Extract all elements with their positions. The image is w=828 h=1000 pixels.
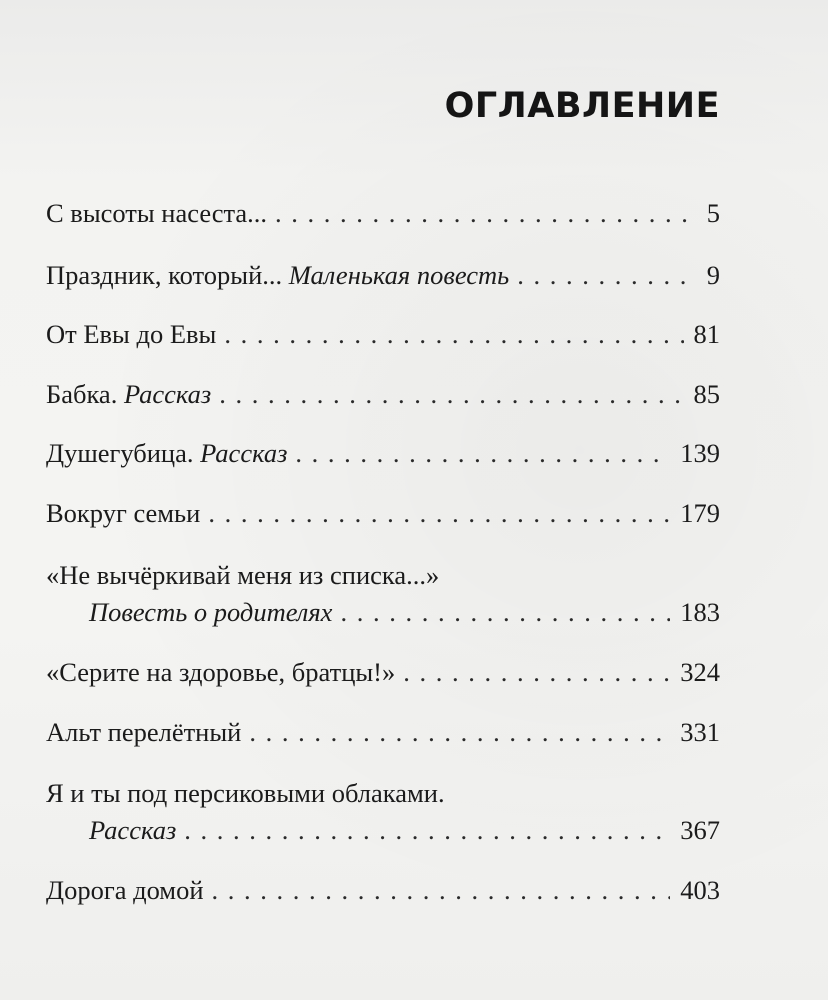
toc-page-number: 324	[680, 657, 720, 687]
toc-line	[46, 197, 720, 230]
dot-leader	[295, 437, 670, 470]
toc-entry-title: Альт перелётный	[46, 717, 242, 747]
toc-page-number: 367	[680, 815, 720, 845]
toc-entry	[46, 197, 720, 230]
toc-page-number: 139	[680, 438, 720, 468]
toc-page-number: 403	[680, 875, 720, 905]
toc-entry-title-group	[46, 259, 509, 292]
toc-entry-subtitle: Маленькая повесть	[288, 260, 510, 290]
toc-page-number: 81	[693, 319, 720, 349]
dot-leader	[219, 378, 683, 411]
toc-entry-title: От Евы до Евы	[46, 319, 217, 349]
dot-leader	[403, 656, 670, 689]
toc-line	[46, 559, 720, 592]
toc-entry-title: Бабка.	[46, 379, 118, 409]
toc-line	[46, 378, 720, 411]
toc-line	[46, 656, 720, 689]
toc-line	[46, 716, 720, 749]
toc-line	[46, 318, 720, 351]
toc-line	[46, 874, 720, 907]
toc-entry-title: Я и ты под персиковыми облаками.	[46, 778, 445, 808]
dot-leader	[249, 716, 670, 749]
toc-entry-title: Дорога домой	[46, 875, 204, 905]
toc-entry-title: Вокруг семьи	[46, 498, 201, 528]
dot-leader	[517, 259, 697, 292]
toc-line	[46, 777, 720, 810]
dot-leader	[224, 318, 683, 351]
toc-entry-title: С высоты насеста...	[46, 198, 268, 228]
toc-entry	[46, 259, 720, 292]
toc-entry	[46, 656, 720, 689]
toc-line-continued	[46, 596, 720, 629]
dot-leader	[275, 197, 697, 230]
toc-entry	[46, 318, 720, 351]
toc-line	[46, 437, 720, 470]
toc-line-continued	[46, 814, 720, 847]
toc-entry-title-group	[46, 378, 211, 411]
toc-page-number: 85	[693, 379, 720, 409]
dot-leader	[184, 814, 670, 847]
toc-line	[46, 497, 720, 530]
toc-entry	[46, 437, 720, 470]
dot-leader	[340, 596, 670, 629]
dot-leader	[212, 874, 671, 907]
toc-entry-title: Душегубица.	[46, 438, 194, 468]
toc-entry-subtitle: Повесть о родителях	[89, 597, 333, 627]
toc-page-number: 9	[706, 260, 720, 290]
toc-page-number: 179	[680, 498, 720, 528]
toc-entry	[46, 777, 720, 847]
dot-leader	[208, 497, 670, 530]
toc-page-number: 183	[680, 597, 720, 627]
toc-entry	[46, 378, 720, 411]
toc-entry-title: «Не вычёркивай меня из списка...»	[46, 560, 440, 590]
toc-page-number: 331	[680, 717, 720, 747]
toc-entry-title: Праздник, который...	[46, 260, 283, 290]
toc-entry-subtitle: Рассказ	[123, 379, 212, 409]
toc-entry-subtitle: Рассказ	[89, 815, 177, 845]
toc-entry	[46, 716, 720, 749]
toc-entry	[46, 497, 720, 530]
toc-page-number: 5	[706, 198, 720, 228]
page-title: ОГЛАВЛЕНИЕ	[444, 86, 720, 126]
toc-entry-title: «Серите на здоровье, братцы!»	[46, 657, 396, 687]
toc-entry-subtitle: Рассказ	[200, 438, 288, 468]
toc-entry-title-group	[46, 437, 287, 470]
toc-entry	[46, 559, 720, 629]
toc-line	[46, 259, 720, 292]
toc-entry	[46, 874, 720, 907]
